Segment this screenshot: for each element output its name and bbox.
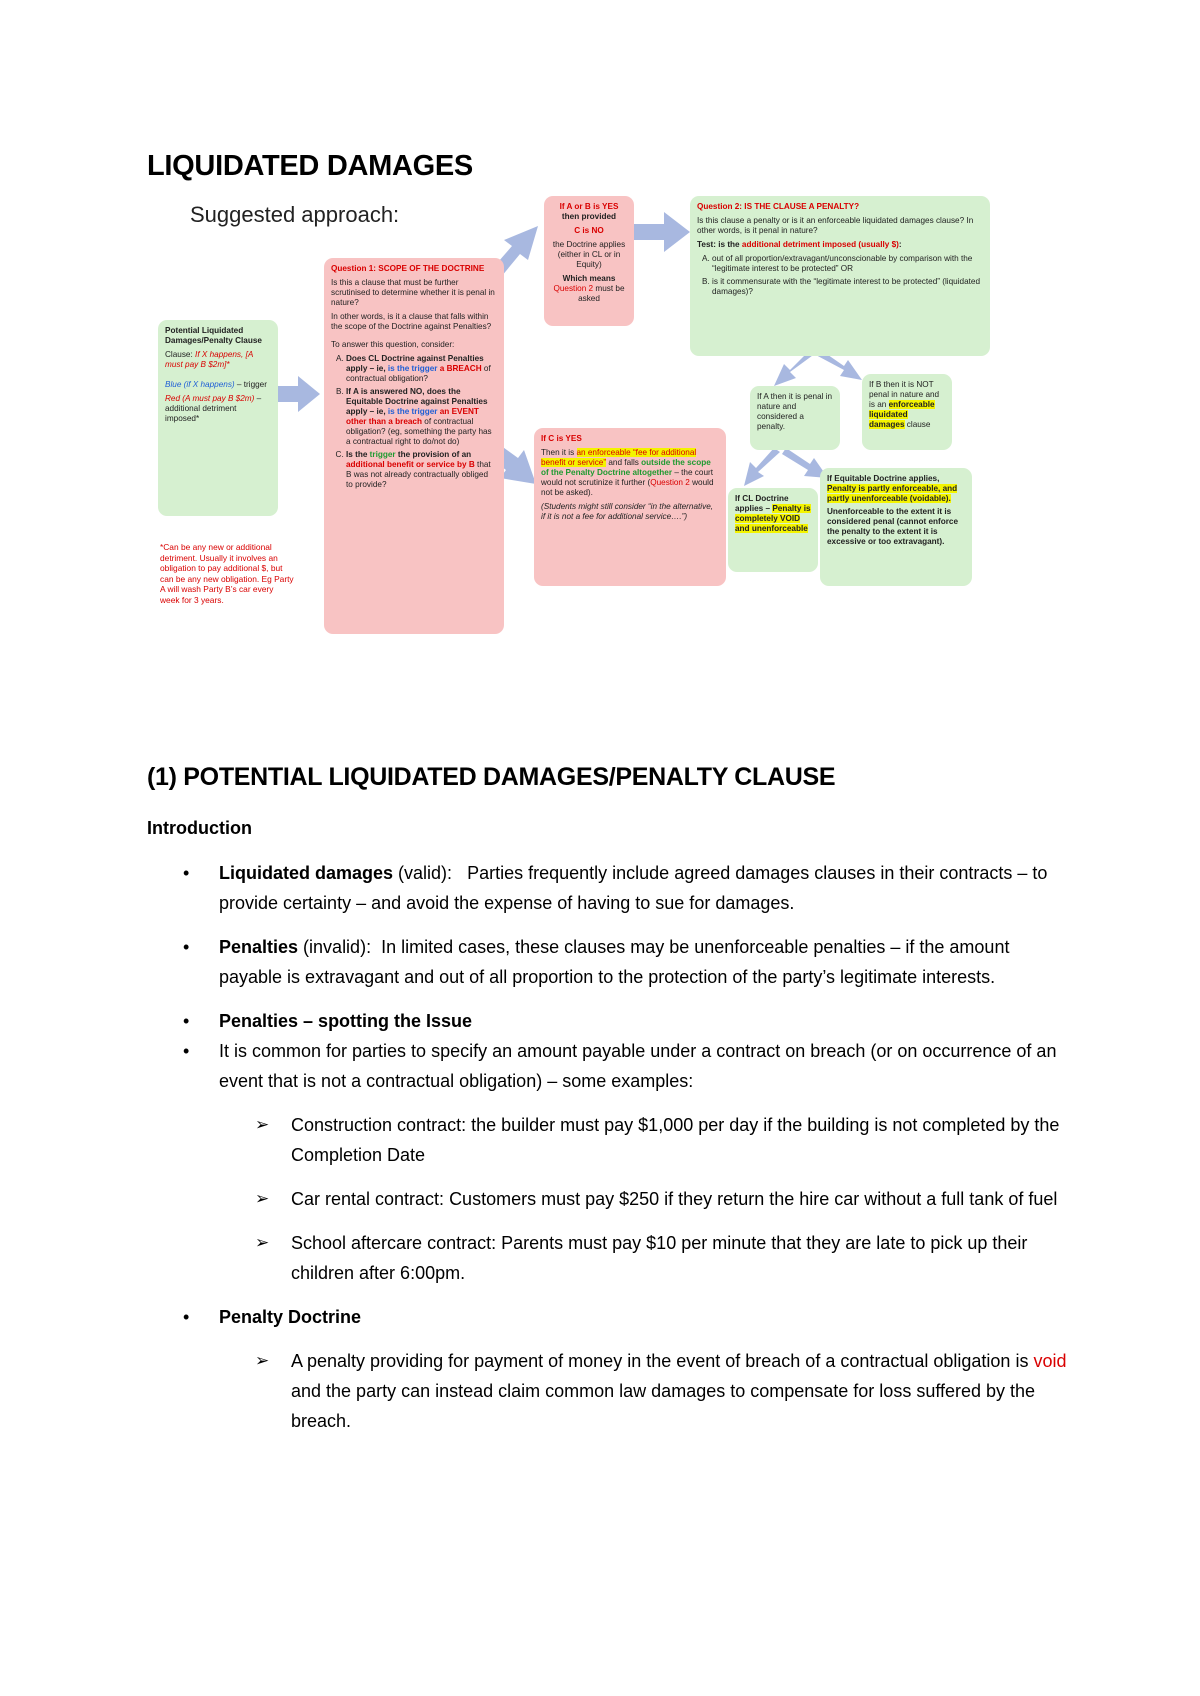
penalties-paren: (invalid): bbox=[298, 937, 372, 957]
a-penal-text: If A then it is penal in nature and considered a penalty. bbox=[757, 392, 833, 431]
clause-text: If X happens, [A must pay B $2m]* bbox=[165, 350, 254, 369]
q2-title: Question 2: IS THE CLAUSE A PENALTY? bbox=[697, 202, 860, 211]
penalty-doctrine-point bbox=[147, 1346, 1077, 1436]
q2-option-b: B. is it commensurate with the “legitimate interest to be protected” (liquidated damages)? bbox=[712, 277, 983, 297]
q1-p2: In other words, is it a clause that falls within the scope of the Doctrine against Penalties? bbox=[331, 312, 492, 331]
arrow-bullet-icon: ➢ bbox=[255, 1351, 270, 1370]
suggested-approach-diagram bbox=[150, 196, 1055, 646]
q2-option-a: A. out of all proportion/extravagant/unconscionable by comparison with the “legitimate interest to be protected” OR bbox=[712, 254, 983, 274]
bullet-penalties bbox=[147, 932, 1077, 992]
eq-doctrine-text: If Equitable Doctrine applies, Penalty is partly enforceable, and partly unenforceable (voidable). bbox=[827, 474, 958, 503]
ab-line4: the Doctrine applies (either in CL or in Equity) bbox=[552, 240, 626, 269]
diagram-heading: Suggested approach: bbox=[190, 202, 400, 227]
arrow-to-cl bbox=[744, 448, 780, 486]
question-2-box bbox=[690, 196, 990, 356]
bullet-dot: • bbox=[183, 1011, 190, 1031]
detriment-footnote: *Can be any new or additional detriment. Usually it involves an obligation to pay additional $, but can be any new obligation. Eg Party A will wash Party B’s car every week for 3 years. bbox=[160, 542, 294, 605]
liquidated-damages-paren: (valid): bbox=[393, 863, 453, 883]
example-construction-text: Construction contract: the builder must pay $1,000 per day if the building is not completed by the Completion Date bbox=[291, 1115, 1060, 1165]
introduction-content bbox=[147, 858, 1077, 1436]
penalty-doctrine-term: Penalty Doctrine bbox=[219, 1307, 362, 1327]
example-aftercare bbox=[147, 1228, 1077, 1288]
ab-line3: C is NO bbox=[574, 226, 604, 235]
c-yes-body: Then it is an enforceable “fee for additional benefit or service” and falls outside the scope of the Penalty Doctrine altogether – the court would not scrutinize it further (Question 2 would not be asked). bbox=[541, 448, 714, 497]
c-yes-title: If C is YES bbox=[541, 434, 582, 443]
spotting-issue-term: Penalties – spotting the Issue bbox=[219, 1011, 473, 1031]
c-yes-box bbox=[534, 428, 726, 586]
ab-line6: Question 2 bbox=[553, 284, 594, 293]
bullet-dot: • bbox=[183, 937, 190, 957]
c-yes-italic: (Students might still consider “in the alternative, if it is not a fee for additional service….”) bbox=[541, 502, 714, 521]
q1-option-b: B. If A is answered NO, does the Equitable Doctrine against Penalties apply – ie, is the trigger an EVENT other than a breach of contractual obligation? (eg, something the party has a contractual right to do/not do) bbox=[346, 387, 497, 447]
potential-box-title: Potential Liquidated Damages/Penalty Clause bbox=[165, 326, 262, 345]
liquidated-damages-term: Liquidated damages bbox=[219, 863, 394, 883]
q2-test: Test: is the additional detriment imposed (usually $): bbox=[697, 240, 902, 249]
ab-line1: If A or B is YES bbox=[559, 202, 619, 211]
a-penal-box bbox=[750, 386, 840, 450]
liquidated-damages-text: Parties frequently include agreed damages clauses in their contracts – to provide certainty – and avoid the expense of having to sue for damages. bbox=[219, 863, 1048, 913]
blue-trigger-text: Blue (if X happens) bbox=[165, 380, 235, 389]
clause-label: Clause: bbox=[165, 350, 193, 359]
penalty-doctrine-pre: A penalty providing for payment of money in the event of breach of a contractual obligation is bbox=[291, 1351, 1029, 1371]
example-construction bbox=[147, 1110, 1077, 1170]
q1-title: Question 1: SCOPE OF THE DOCTRINE bbox=[331, 264, 485, 273]
section-subtitle: Introduction bbox=[147, 818, 252, 838]
penalties-text: In limited cases, these clauses may be unenforceable penalties – if the amount payable is extravagant and out of all proportion to the protection of the party’s legitimate interests. bbox=[219, 937, 1010, 987]
arrow-bullet-icon: ➢ bbox=[255, 1115, 270, 1134]
b-not-penal-text: If B then it is NOT penal in nature and is an enforceable liquidated damages clause bbox=[869, 380, 940, 429]
q1-p3: To answer this question, consider: bbox=[331, 340, 455, 349]
trigger-label: – trigger bbox=[236, 380, 267, 389]
example-car-rental bbox=[147, 1184, 1077, 1214]
bullet-penalty-doctrine bbox=[147, 1302, 1077, 1332]
potential-clause-box bbox=[158, 320, 278, 516]
q1-p1: Is this a clause that must be further scrutinised to determine whether it is penal in nature? bbox=[331, 278, 495, 307]
penalties-term: Penalties bbox=[219, 937, 299, 957]
ab-line5: Which means bbox=[562, 274, 616, 283]
arrow-bullet-icon: ➢ bbox=[255, 1189, 270, 1208]
bullet-dot: • bbox=[183, 863, 190, 883]
q2-p1: Is this clause a penalty or is it an enforceable liquidated damages clause? In other words, is it penal in nature? bbox=[697, 216, 974, 235]
q1-option-a: A. Does CL Doctrine against Penalties apply – ie, is the trigger a BREACH of contractual obligation? bbox=[346, 354, 497, 384]
bullet-dot: • bbox=[183, 1041, 190, 1061]
detriment-label: – additional detriment imposed* bbox=[165, 394, 262, 423]
penalty-doctrine-void: void bbox=[1033, 1351, 1067, 1371]
eq-doctrine-post: Unenforceable to the extent it is considered penal (cannot enforce the penalty to the extent it is excessive or too extravagant). bbox=[827, 507, 959, 546]
bullet-dot: • bbox=[183, 1307, 190, 1327]
example-aftercare-text: School aftercare contract: Parents must pay $10 per minute that they are late to pick up their children after 6:00pm. bbox=[291, 1233, 1028, 1283]
cl-doctrine-text: If CL Doctrine applies – Penalty is completely VOID and unenforceable bbox=[735, 494, 811, 533]
equitable-doctrine-box bbox=[820, 468, 972, 586]
bullet-common-practice bbox=[147, 1036, 1077, 1096]
a-or-b-yes-box bbox=[544, 196, 634, 326]
cl-doctrine-box bbox=[728, 488, 818, 572]
example-car-rental-text: Car rental contract: Customers must pay $250 if they return the hire car without a full tank of fuel bbox=[291, 1189, 1058, 1209]
red-detriment-text: Red (A must pay B $2m) bbox=[165, 394, 255, 403]
penalty-doctrine-post: and the party can instead claim common law damages to compensate for loss suffered by the breach. bbox=[291, 1381, 1036, 1431]
bullet-spotting-issue bbox=[147, 1006, 1077, 1036]
q1-options bbox=[331, 354, 497, 490]
ab-line7: must be asked bbox=[578, 284, 625, 303]
arrow-bullet-icon: ➢ bbox=[255, 1233, 270, 1252]
b-not-penal-box bbox=[862, 374, 952, 450]
page-title: LIQUIDATED DAMAGES bbox=[147, 150, 473, 182]
common-practice-text: It is common for parties to specify an amount payable under a contract on breach (or on occurrence of an event that is not a contractual obligation) – some examples: bbox=[219, 1041, 1057, 1091]
bullet-liquidated-damages bbox=[147, 858, 1077, 918]
ab-line2: then provided bbox=[561, 212, 617, 221]
section-title: (1) POTENTIAL LIQUIDATED DAMAGES/PENALTY CLAUSE bbox=[147, 763, 836, 791]
arrow-to-q2 bbox=[634, 212, 690, 252]
question-1-box bbox=[324, 258, 504, 634]
q1-option-c: C. Is the trigger the provision of an additional benefit or service by B that B was not already contractually obliged to provide? bbox=[346, 450, 497, 490]
q2-options bbox=[697, 254, 983, 297]
